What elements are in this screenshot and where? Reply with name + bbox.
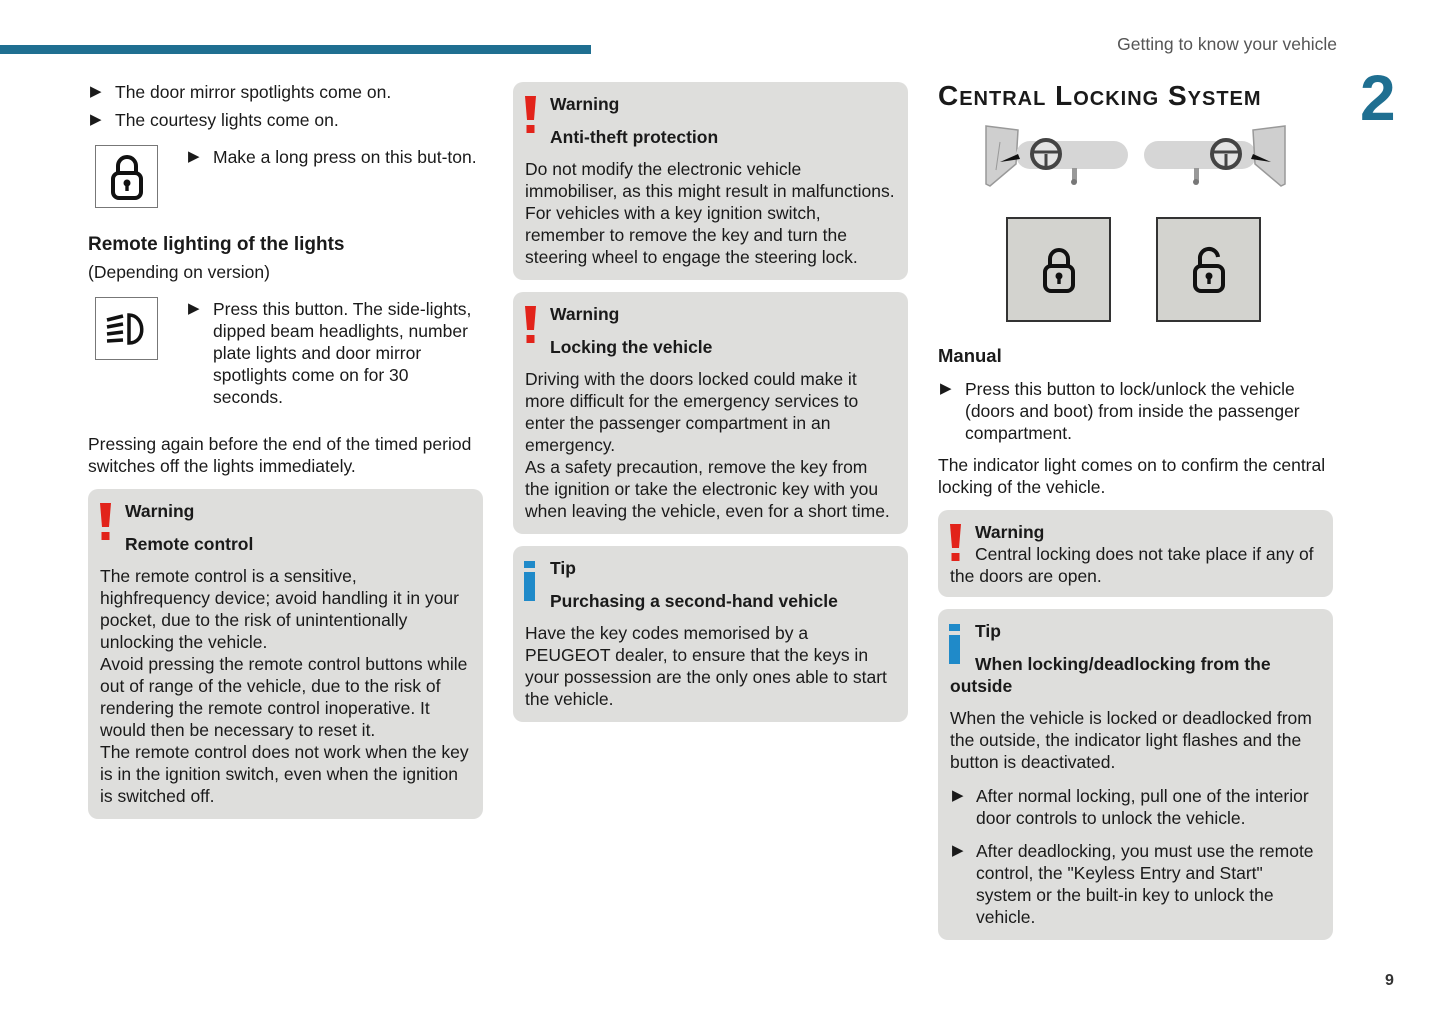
remote-lighting-note: Pressing again before the end of the timed period switches off the lights immediately. [88, 434, 472, 476]
warning-title: Remote control [125, 534, 254, 554]
warning-paragraph: Driving with the doors locked could make it more difficult for the emergency services to enter the passenger compartment in an emergency. [525, 369, 859, 455]
section-title: Getting to know your vehicle [1117, 34, 1337, 54]
warning-paragraph: Avoid pressing the remote control buttons while out of range of the vehicle, due to the risk of rendering the remote control inoperative. It would then be necessary to reset it. [100, 654, 468, 740]
page-number: 9 [1385, 972, 1394, 989]
warning-title: Locking the vehicle [550, 337, 713, 357]
bullet-item: ▶ The courtesy lights come on. [88, 109, 483, 131]
tip-title: Purchasing a second-hand vehicle [550, 591, 838, 611]
lock-button-text: ▶ Make a long press on this but-ton. [186, 146, 483, 168]
lock-button-instruction [88, 145, 483, 208]
car-interior-icon [938, 124, 1333, 199]
warning-paragraph: The remote control does not work when the key is in the ignition switch, even when the ignition is switched off. [100, 742, 469, 806]
lock-buttons [1006, 217, 1333, 322]
remote-lighting-title: Remote lighting of the lights [88, 234, 345, 255]
manual-heading: Manual [938, 345, 1002, 366]
warning-label: Warning [975, 522, 1045, 542]
tip-box-second-hand [513, 546, 908, 722]
tip-bullet: ▶ After normal locking, pull one of the interior door controls to unlock the vehicle. [950, 785, 1321, 829]
warning-heading [100, 500, 471, 522]
info-icon [949, 624, 960, 664]
light-button-instruction [88, 297, 483, 408]
unlock-button[interactable] [1156, 217, 1261, 322]
dashboard-illustration [938, 124, 1333, 199]
tip-heading [950, 620, 1321, 642]
warning-paragraph: As a safety precaution, remove the key from the ignition or take the electronic key with you when leaving the vehicle, even for a short time. [525, 457, 890, 521]
warning-box-locking [513, 292, 908, 534]
padlock-open-icon [1192, 246, 1226, 294]
tip-paragraph: When the vehicle is locked or deadlocked from the outside, the indicator light flashes and the button is deactivated. [950, 708, 1312, 772]
warning-text: Central locking does not take place if any of the doors are open. [950, 544, 1314, 586]
warning-box-central-locking [938, 510, 1333, 597]
padlock-icon [95, 145, 158, 208]
warning-label: Warning [550, 304, 620, 324]
tip-label: Tip [975, 621, 1001, 641]
tip-heading [525, 557, 896, 579]
warning-heading [950, 521, 1321, 543]
warning-heading [525, 303, 896, 325]
remote-lighting-subtitle: (Depending on version) [88, 262, 270, 282]
tip-paragraph: Have the key codes memorised by a PEUGEOT dealer, to ensure that the keys in your possession are the only ones able to start the vehicle. [525, 623, 887, 709]
warning-exclamation-icon [524, 306, 537, 344]
warning-label: Warning [125, 501, 195, 521]
tip-label: Tip [550, 558, 576, 578]
column-left [88, 80, 483, 819]
tip-title: When locking/deadlocking from the outside [950, 654, 1271, 696]
warning-exclamation-icon [99, 503, 112, 541]
chapter-number: 2 [1360, 62, 1396, 134]
tip-box-locking-outside [938, 609, 1333, 940]
warning-paragraph: The remote control is a sensitive, highfrequency device; avoid handling it in your pocket, due to the risk of unintentionally unlocking the vehicle. [100, 566, 459, 652]
lock-button[interactable] [1006, 217, 1111, 322]
warning-exclamation-icon [949, 524, 962, 562]
warning-label: Warning [550, 94, 620, 114]
manual-bullet: ▶ Press this button to lock/unlock the vehicle (doors and boot) from inside the passenger compartment. [938, 378, 1333, 444]
warning-exclamation-icon [524, 96, 537, 134]
info-icon [524, 561, 535, 601]
warning-paragraph: Do not modify the electronic vehicle immobiliser, as this might result in malfunctions. [525, 159, 895, 201]
warning-heading [525, 93, 896, 115]
warning-box-anti-theft [513, 82, 908, 280]
warning-title: Anti-theft protection [550, 127, 719, 147]
light-button-text: ▶ Press this button. The side-lights, dipped beam headlights, number plate lights and door mirror spotlights come on for 30 seconds. [186, 298, 483, 408]
padlock-closed-icon [1042, 246, 1076, 294]
warning-paragraph: For vehicles with a key ignition switch, remember to remove the key and turn the steering wheel to engage the steering lock. [525, 203, 858, 267]
page-title: Central Locking System [938, 80, 1262, 111]
headlight-icon [95, 297, 158, 360]
column-middle [513, 82, 908, 722]
header-accent-bar [0, 45, 591, 54]
bullet-item: ▶ The door mirror spotlights come on. [88, 81, 483, 103]
indicator-text: The indicator light comes on to confirm the central locking of the vehicle. [938, 455, 1326, 497]
warning-box-remote-control [88, 489, 483, 819]
column-right [938, 80, 1333, 940]
tip-bullet: ▶ After deadlocking, you must use the remote control, the "Keyless Entry and Start" system or the built-in key to unlock the vehicle. [950, 840, 1321, 928]
